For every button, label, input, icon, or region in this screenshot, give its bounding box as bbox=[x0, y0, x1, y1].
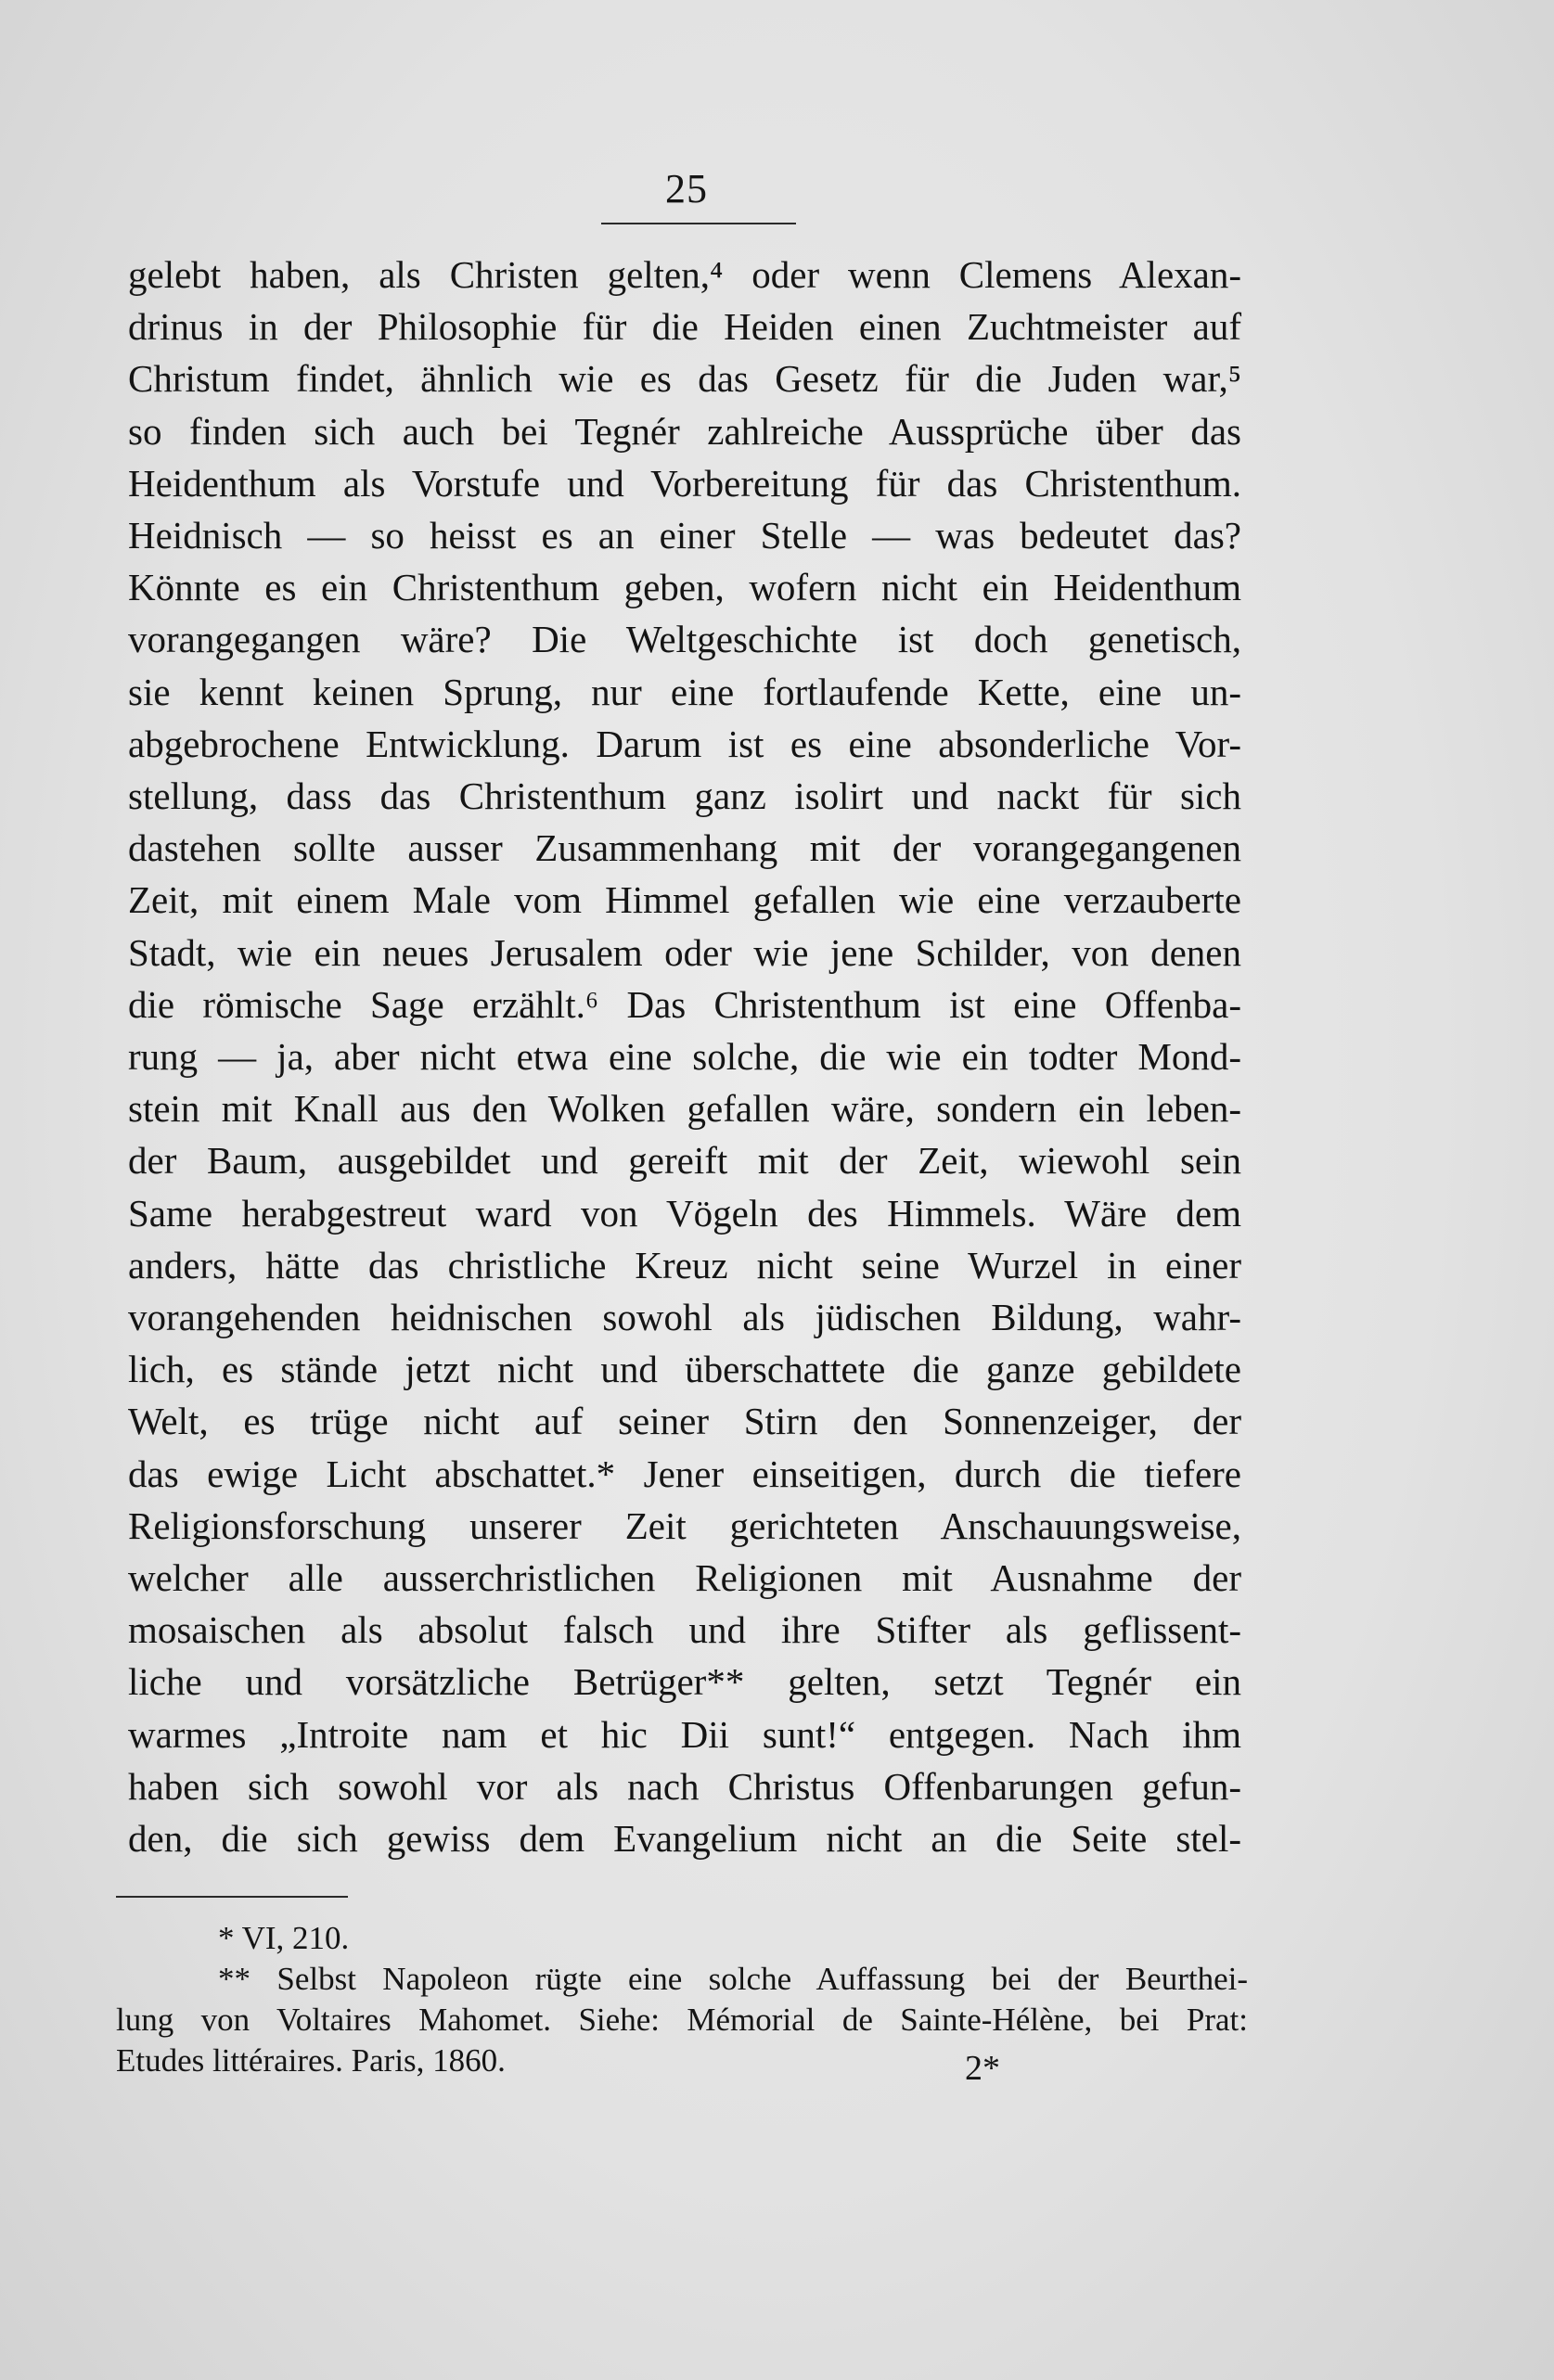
footnote-2-line: lung von Voltaires Mahomet. Siehe: Mémorial de Sainte-Hélène, bei Prat: bbox=[116, 2002, 1248, 2038]
signature-mark: 2* bbox=[965, 2049, 1000, 2088]
text-line: warmes „Introite nam et hic Dii sunt!“ entgegen. Nach ihm bbox=[128, 1712, 1241, 1756]
text-line: der Baum, ausgebildet und gereift mit der Zeit, wiewohl sein bbox=[128, 1139, 1241, 1183]
text-line: haben sich sowohl vor als nach Christus Offenbarungen gefun- bbox=[128, 1764, 1241, 1808]
text-line: den, die sich gewiss dem Evangelium nicht an die Seite stel- bbox=[128, 1817, 1241, 1861]
text-line: so finden sich auch bei Tegnér zahlreiche Aussprüche über das bbox=[128, 409, 1241, 453]
header-rule bbox=[601, 223, 796, 224]
text-line: Könnte es ein Christenthum geben, wofern nicht ein Heidenthum bbox=[128, 566, 1241, 609]
text-line: stein mit Knall aus den Wolken gefallen wäre, sondern ein leben- bbox=[128, 1087, 1241, 1131]
text-line: mosaischen als absolut falsch und ihre Stifter als geflissent- bbox=[128, 1608, 1241, 1652]
text-line: gelebt haben, als Christen gelten,⁴ oder wenn Clemens Alexan- bbox=[128, 253, 1241, 296]
footnote-rule bbox=[116, 1896, 348, 1898]
text-line: das ewige Licht abschattet.* Jener einseitigen, durch die tiefere bbox=[128, 1452, 1241, 1495]
text-line: dastehen sollte ausser Zusammenhang mit der vorangegangenen bbox=[128, 826, 1241, 870]
body-text bbox=[128, 249, 1241, 1864]
text-line: Same herabgestreut ward von Vögeln des Himmels. Wäre dem bbox=[128, 1191, 1241, 1235]
text-line: Welt, es trüge nicht auf seiner Stirn den Sonnenzeiger, der bbox=[128, 1400, 1241, 1443]
text-line: drinus in der Philosophie für die Heiden einen Zuchtmeister auf bbox=[128, 305, 1241, 349]
text-line: rung — ja, aber nicht etwa eine solche, die wie ein todter Mond- bbox=[128, 1035, 1241, 1079]
page-number: 25 bbox=[665, 166, 708, 211]
footnote-2-line: ** Selbst Napoleon rügte eine solche Auffassung bei der Beurthei- bbox=[218, 1961, 1248, 1997]
text-line: abgebrochene Entwicklung. Darum ist es eine absonderliche Vor- bbox=[128, 722, 1241, 765]
text-line: welcher alle ausserchristlichen Religionen mit Ausnahme der bbox=[128, 1556, 1241, 1600]
text-line: Heidenthum als Vorstufe und Vorbereitung für das Christenthum. bbox=[128, 461, 1241, 505]
text-line: vorangegangen wäre? Die Weltgeschichte ist doch genetisch, bbox=[128, 618, 1241, 661]
text-line: lich, es stände jetzt nicht und überschattete die ganze gebildete bbox=[128, 1348, 1241, 1391]
text-line: sie kennt keinen Sprung, nur eine fortlaufende Kette, eine un- bbox=[128, 670, 1241, 713]
text-line: die römische Sage erzählt.⁶ Das Christenthum ist eine Offenba- bbox=[128, 982, 1241, 1026]
text-line: anders, hätte das christliche Kreuz nicht seine Wurzel in einer bbox=[128, 1243, 1241, 1286]
text-line: Religionsforschung unserer Zeit gerichteten Anschauungsweise, bbox=[128, 1503, 1241, 1547]
text-line: Zeit, mit einem Male vom Himmel gefallen wie eine verzauberte bbox=[128, 878, 1241, 922]
text-line: Christum findet, ähnlich wie es das Gesetz für die Juden war,⁵ bbox=[128, 357, 1241, 401]
text-line: liche und vorsätzliche Betrüger** gelten, setzt Tegnér ein bbox=[128, 1660, 1241, 1704]
footnote-1: * VI, 210. bbox=[218, 1920, 350, 1956]
text-line: Heidnisch — so heisst es an einer Stelle — was bedeutet das? bbox=[128, 514, 1241, 557]
text-line: vorangehenden heidnischen sowohl als jüdischen Bildung, wahr- bbox=[128, 1296, 1241, 1339]
text-line: Stadt, wie ein neues Jerusalem oder wie jene Schilder, von denen bbox=[128, 930, 1241, 974]
footnote-2-line: Etudes littéraires. Paris, 1860. bbox=[116, 2042, 506, 2079]
text-line: stellung, dass das Christenthum ganz isolirt und nackt für sich bbox=[128, 774, 1241, 818]
footnotes bbox=[116, 1918, 1248, 2081]
